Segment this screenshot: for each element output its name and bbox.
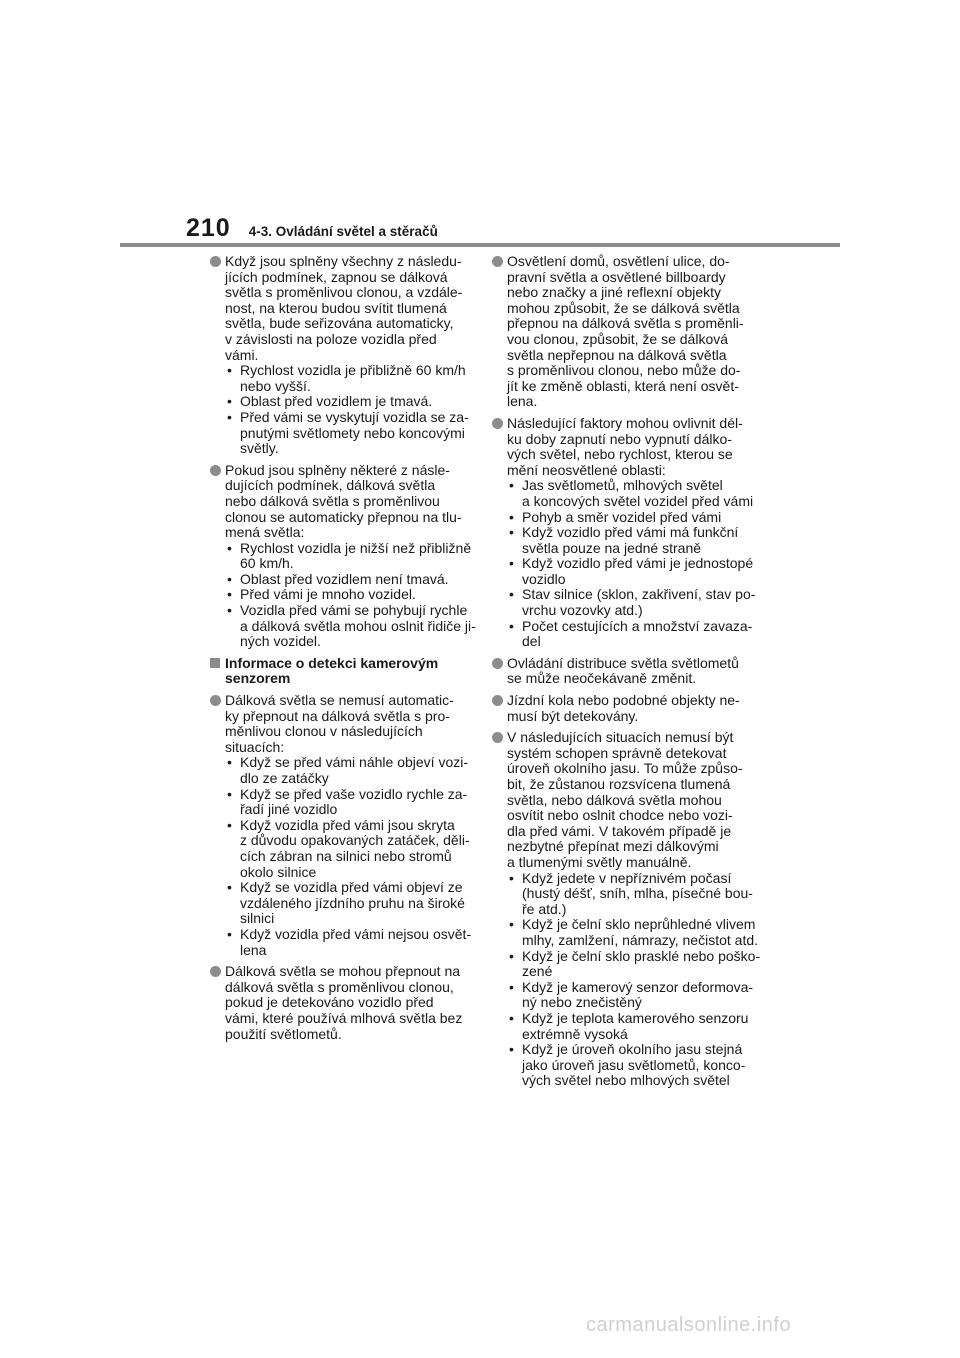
list-item (225, 602, 476, 650)
paragraph (210, 964, 462, 1042)
text-line: mená světla: (225, 524, 305, 541)
text-line: clonou se automaticky přepnou na tlu- (225, 508, 462, 525)
list-item (507, 510, 744, 526)
list-item-text: nebo vyšší. (240, 377, 311, 394)
circle-bullet-icon (210, 966, 221, 977)
list-item-text: Oblast před vozidlem je tmavá. (240, 393, 433, 410)
list-item (225, 785, 468, 818)
left-column (210, 253, 476, 1048)
list-item-text: Rychlost vozidla je nižší než přibližně (240, 539, 472, 556)
circle-bullet-icon (492, 256, 503, 267)
bullet-icon: • (227, 393, 232, 410)
text-line: světla nepřepnou na dálková světla (507, 346, 727, 363)
text-line: jít ke změně oblasti, která není osvět- (507, 377, 739, 394)
list-item-text: světla pouze na jedné straně (522, 539, 702, 556)
text-line: lena. (507, 393, 538, 410)
list-item (225, 816, 470, 880)
paragraph (492, 254, 744, 410)
right-column (492, 253, 761, 1095)
list-item (225, 754, 468, 786)
list-item-text: Když je úroveň okolního jasu stejná (522, 1041, 743, 1058)
watermark-logo: carmanualsonline.info (586, 1314, 792, 1336)
list-item-text: Když se vozidla před vámi objeví ze (240, 879, 463, 896)
text-line: musí být detekovány. (507, 707, 639, 724)
text-line: pokud je detekováno vozidlo před (225, 994, 434, 1011)
list-item-text: vozidlo (522, 570, 566, 587)
list-item (225, 879, 465, 927)
text-line: Informace o detekci kamerovým (225, 654, 439, 671)
list-item-text: dlo ze zatáčky (240, 770, 329, 786)
list-item (507, 1009, 749, 1042)
circle-bullet-icon (210, 256, 221, 267)
list-item (507, 617, 753, 650)
list-item-text: Když vozidla před vámi nejsou osvět- (240, 925, 472, 942)
list-item-text: Když je čelní sklo neprůhledné vlivem (522, 916, 756, 933)
list-item-text: Když je kamerový senzor deformova- (522, 978, 754, 995)
list-item-text: Když se před vámi náhle objeví vozi- (240, 754, 468, 771)
list-item-text: Pohyb a směr vozidel před vámi (522, 508, 722, 525)
bullet-icon: • (227, 602, 232, 619)
text-line: Jízdní kola nebo podobné objekty ne- (507, 692, 740, 709)
list-item-text: světly. (240, 440, 279, 457)
list-item-text: ný nebo znečistěný (522, 994, 642, 1011)
paragraph (492, 656, 744, 687)
list-item-text: řadí jiné vozidlo (240, 801, 338, 818)
bullet-icon: • (227, 785, 232, 802)
text-line: situacích: (225, 738, 285, 755)
bullet-icon: • (509, 524, 514, 541)
text-line: dálková světla s proměnlivou clonou, (225, 978, 454, 995)
list-item (225, 394, 462, 410)
list-item (507, 555, 754, 587)
bullet-icon: • (509, 869, 514, 886)
circle-bullet-icon (492, 658, 503, 669)
bullet-icon: • (227, 570, 232, 587)
list-item-text: Před vámi se vyskytují vozidla se za- (240, 408, 469, 425)
text-line: Ovládání distribuce světla světlometů (507, 654, 739, 671)
list-item-text: cích zábran na silnici nebo stromů (240, 847, 452, 864)
text-line: mohou způsobit, že se dálková světla (507, 299, 740, 316)
bullet-icon: • (509, 916, 514, 933)
text-line: Následující faktory mohou ovlivnit dél- (507, 414, 743, 431)
list-item-text: pnutými světlomety nebo koncovými (240, 424, 465, 441)
list-item (507, 525, 744, 556)
text-line: světla, nebo dálková světla mohou (507, 791, 722, 808)
bullet-icon: • (509, 586, 514, 603)
text-line: použití světlometů. (225, 1025, 342, 1042)
bullet-icon: • (509, 978, 514, 995)
list-item-text: vzdáleného jízdního pruhu na široké (240, 894, 465, 911)
text-line: vámi. (225, 346, 259, 363)
text-line: přepnou na dálková světla s proměnli- (507, 315, 744, 332)
list-item-text: vrchu vozovky atd.) (522, 602, 643, 619)
list-item-text: zené (522, 963, 553, 980)
text-line: vých světel, nebo rychlost, kterou se (507, 446, 733, 463)
list-item (225, 925, 472, 958)
text-line: úroveň okolního jasu. To může způso- (507, 760, 743, 777)
text-line: měnlivou clonou v následujících (225, 723, 423, 740)
text-line: Pokud jsou splněny některé z násle- (225, 461, 450, 478)
circle-bullet-icon (210, 465, 221, 476)
text-line: Dálková světla se mohou přepnout na (225, 963, 461, 980)
text-line: Dálková světla se nemusí automatic- (225, 692, 454, 709)
list-item-text: Jas světlometů, mlhových světel (522, 477, 723, 494)
paragraph (492, 729, 761, 1089)
text-line: Osvětlení domů, osvětlení ulice, do- (507, 253, 730, 269)
bullet-icon: • (509, 1041, 514, 1058)
list-item-text: Když se před vaše vozidlo rychle za- (240, 785, 468, 802)
text-line: senzorem (225, 670, 291, 687)
list-item (225, 587, 462, 603)
list-item-text: Počet cestujících a množství zavaza- (522, 617, 753, 634)
section-heading (210, 656, 462, 687)
paragraph (210, 253, 469, 457)
list-item-text: Před vámi je mnoho vozidel. (240, 586, 416, 603)
list-item-text: Rychlost vozidla je přibližně 60 km/h (240, 362, 466, 379)
list-item-text: Když vozidlo před vámi je jednostopé (522, 555, 754, 572)
list-item-text: del (522, 633, 541, 650)
list-item-text: Když vozidlo před vámi má funkční (522, 524, 739, 541)
text-line: nebo dálková světla s proměnlivou (225, 492, 440, 509)
list-item-text: mlhy, zamlžení, námrazy, nečistot atd. (522, 931, 759, 948)
text-line: V následujících situacích nemusí být (507, 729, 734, 746)
list-item (225, 408, 469, 457)
text-line: vámi, které používá mlhová světla bez (225, 1009, 463, 1026)
paragraph (210, 692, 472, 958)
bullet-icon: • (509, 1009, 514, 1026)
text-line: mění neosvětlené oblasti: (507, 461, 666, 478)
list-item-text: Stav silnice (sklon, zakřivení, stav po- (522, 586, 756, 603)
bullet-icon: • (227, 754, 232, 771)
text-line: ky přepnout na dálková světla s pro- (225, 707, 450, 724)
list-item (507, 477, 754, 509)
bullet-icon: • (509, 555, 514, 572)
bullet-icon: • (227, 362, 232, 379)
list-item-text: Vozidla před vámi se pohybují rychle (240, 602, 468, 619)
text-line: vou clonou, způsobit, že se dálková (507, 330, 729, 347)
list-item-text: a koncových světel vozidel před vámi (522, 492, 754, 509)
text-line: nebo značky a jiné reflexní objekty (507, 284, 722, 301)
list-item (507, 1042, 744, 1089)
circle-bullet-icon (210, 695, 221, 706)
list-item-text: lena (240, 941, 267, 958)
list-item-text: Když je teplota kamerového senzoru (522, 1009, 749, 1026)
bullet-icon: • (227, 539, 232, 556)
list-item-text: silnici (240, 910, 275, 927)
text-line: bit, že zůstanou rozsvícena tlumená (507, 776, 731, 792)
list-item-text: a dálková světla mohou oslnit řidiče ji- (240, 617, 476, 634)
bullet-icon: • (509, 947, 514, 964)
list-item-text: ných vozidel. (240, 633, 321, 650)
list-item-text: vých světel nebo mlhových světel (522, 1072, 730, 1089)
header-divider (120, 243, 840, 247)
text-line: dla před vámi. V takovém případě je (507, 822, 732, 839)
list-item (507, 916, 759, 948)
list-item-text: Oblast před vozidlem není tmavá. (240, 570, 449, 587)
text-line: se může neočekávaně změnit. (507, 670, 697, 687)
bullet-icon: • (509, 508, 514, 525)
text-line: světla, bude seřizována automaticky, (225, 315, 454, 332)
list-item-text: Když vozidla před vámi jsou skryta (240, 816, 455, 833)
bullet-icon: • (227, 925, 232, 942)
section-title: 4-3. Ovládání světel a stěračů (248, 224, 438, 239)
text-line: nezbytné přepínat mezi dálkovými (507, 838, 719, 855)
text-line: systém schopen správně detekovat (507, 744, 727, 761)
text-line: osvítit nebo oslnit chodce nebo vozi- (507, 807, 733, 824)
paragraph (210, 461, 476, 650)
list-item (225, 362, 466, 394)
text-line: světla s proměnlivou clonou, a vzdále- (225, 284, 463, 301)
bullet-icon: • (227, 816, 232, 833)
bullet-icon: • (227, 879, 232, 896)
text-line: pravní světla a osvětlené billboardy (507, 268, 726, 285)
paragraph (492, 693, 744, 724)
bullet-icon: • (509, 477, 514, 494)
list-item-text: extrémně vysoká (522, 1025, 628, 1042)
page-number: 210 (186, 214, 231, 242)
text-line: s proměnlivou clonou, nebo může do- (507, 362, 741, 379)
list-item-text: okolo silnice (240, 863, 317, 880)
bullet-icon: • (227, 586, 232, 603)
text-line: ku doby zapnutí nebo vypnutí dálko- (507, 430, 732, 447)
list-item (507, 869, 753, 918)
circle-bullet-icon (492, 732, 503, 743)
paragraph (492, 414, 756, 650)
text-line: dujících podmínek, dálková světla (225, 477, 436, 494)
square-marker-icon (210, 658, 220, 668)
page-header (186, 214, 438, 240)
list-item-text: Když je čelní sklo prasklé nebo poško- (522, 947, 761, 964)
circle-bullet-icon (492, 418, 503, 429)
list-item-text: z důvodu opakovaných zatáček, děli- (240, 832, 470, 849)
list-item (225, 539, 472, 572)
text-line: nost, na kterou budou svítit tlumená (225, 299, 447, 316)
text-line: Když jsou splněny všechny z následu- (225, 253, 462, 269)
text-line: a tlumenými světly manuálně. (507, 853, 692, 870)
list-item-text: Když jedete v nepříznivém počasí (522, 869, 732, 886)
list-item-text: jako úroveň jasu světlometů, konco- (522, 1056, 746, 1073)
list-item (507, 947, 761, 980)
circle-bullet-icon (492, 695, 503, 706)
list-item-text: 60 km/h. (240, 555, 294, 572)
list-item (507, 978, 754, 1011)
list-item-text: ře atd.) (522, 900, 567, 917)
text-line: jících podmínek, zapnou se dálková (225, 268, 448, 285)
bullet-icon: • (227, 408, 232, 425)
list-item (507, 586, 756, 619)
list-item-text: (hustý déšť, sníh, mlha, písečné bou- (522, 885, 753, 902)
text-line: v závislosti na poloze vozidla před (225, 330, 437, 347)
bullet-icon: • (509, 617, 514, 634)
list-item (225, 572, 462, 588)
